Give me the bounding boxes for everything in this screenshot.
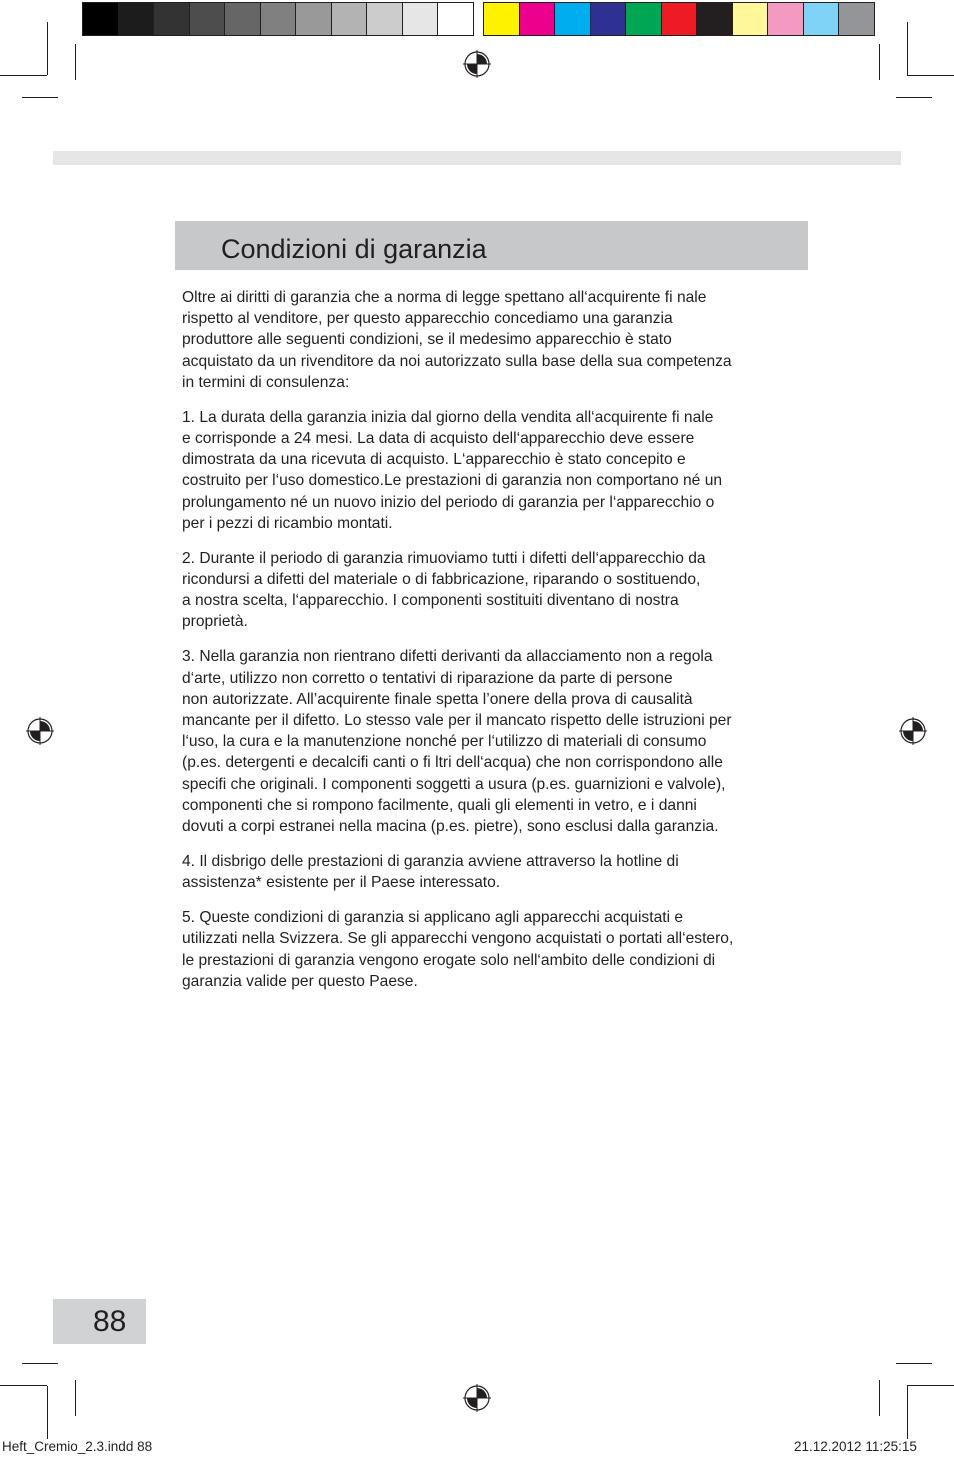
text-line: produttore alle seguenti condizioni, se il medesimo apparecchio è stato <box>182 331 672 349</box>
text-line: d‘arte, utilizzo non corretto o tentativi di riparazione da parte di persone <box>182 669 673 687</box>
text-line: Oltre ai diritti di garanzia che a norma di legge spettano all‘acquirente fi nale <box>182 289 707 306</box>
warranty-text <box>182 287 812 1006</box>
gray-swatch <box>118 2 155 36</box>
gray-swatch <box>189 2 226 36</box>
crop-mark <box>896 1363 932 1364</box>
gray-swatch <box>331 2 368 36</box>
crop-mark <box>907 75 954 76</box>
crop-mark <box>907 22 908 75</box>
crop-mark <box>0 1385 47 1386</box>
text-line: componenti che si rompono facilmente, quali gli elementi in vetro, e i danni <box>182 796 697 814</box>
gray-swatch <box>153 2 190 36</box>
registration-mark-icon <box>462 1383 492 1413</box>
text-line: per i pezzi di ricambio montati. <box>182 514 393 532</box>
text-line: costruito per l‘uso domestico.Le prestazioni di garanzia non comportano né un <box>182 472 723 490</box>
text-line: mancante per il difetto. Lo stesso vale per il mancato rispetto delle istruzioni per <box>182 712 732 730</box>
color-swatch <box>483 2 520 36</box>
registration-mark-icon <box>898 716 928 746</box>
text-line: 4. Il disbrigo delle prestazioni di garanzia avviene attraverso la hotline di <box>182 853 679 871</box>
crop-mark <box>75 1380 76 1416</box>
gray-swatch <box>224 2 261 36</box>
gray-swatch <box>437 2 474 36</box>
gray-swatch <box>366 2 403 36</box>
paragraph <box>182 287 812 393</box>
page-number: 88 <box>93 1305 127 1338</box>
text-line: dovuti a corpi estranei nella macina (p.es. pietre), sono esclusi dalla garanzia. <box>182 818 719 836</box>
color-swatch <box>696 2 733 36</box>
paragraph <box>182 907 812 992</box>
crop-mark <box>22 97 58 98</box>
crop-mark <box>47 22 48 75</box>
color-swatch <box>803 2 840 36</box>
crop-mark <box>907 1386 908 1439</box>
crop-mark <box>879 44 880 80</box>
text-line: rispetto al venditore, per questo apparecchio concediamo una garanzia <box>182 310 673 328</box>
registration-mark-icon <box>462 49 492 79</box>
text-line: l‘uso, la cura e la manutenzione nonché per l‘utilizzo di materiali di consumo <box>182 733 707 751</box>
text-line: assistenza* esistente per il Paese interessato. <box>182 874 501 892</box>
header-band <box>53 151 901 165</box>
crop-mark <box>896 97 932 98</box>
color-swatch <box>732 2 769 36</box>
crop-mark <box>879 1380 880 1416</box>
gray-swatch <box>82 2 119 36</box>
text-line: specifi che originali. I componenti soggetti a usura (p.es. guarnizioni e valvole), <box>182 775 726 793</box>
text-line: prolungamento né un nuovo inizio del periodo di garanzia per l‘apparecchio o <box>182 493 715 511</box>
color-swatch <box>590 2 627 36</box>
gray-swatch <box>402 2 439 36</box>
text-line: proprietà. <box>182 613 248 631</box>
text-line: 3. Nella garanzia non rientrano difetti derivanti da allacciamento non a regola <box>182 648 713 666</box>
color-swatch <box>519 2 556 36</box>
text-line: e corrisponde a 24 mesi. La data di acquisto dell‘apparecchio deve essere <box>182 430 695 448</box>
slug-date: 21.12.2012 11:25:15 <box>794 1439 917 1454</box>
crop-mark <box>75 44 76 80</box>
paragraph <box>182 407 812 534</box>
text-line: garanzia valide per questo Paese. <box>182 972 418 990</box>
color-swatch <box>661 2 698 36</box>
text-line: (p.es. detergenti e decalcifi canti o fi ltri dell‘acqua) che non corrispondono alle <box>182 754 723 772</box>
registration-mark-icon <box>25 716 55 746</box>
text-line: a nostra scelta, l‘apparecchio. I componenti sostituiti diventano di nostra <box>182 592 679 610</box>
color-swatch <box>554 2 591 36</box>
text-line: dimostrata da una ricevuta di acquisto. L‘apparecchio è stato concepito e <box>182 451 686 469</box>
text-line: 2. Durante il periodo di garanzia rimuoviamo tutti i difetti dell‘apparecchio da <box>182 549 706 567</box>
crop-mark <box>47 1386 48 1439</box>
text-line: 1. La durata della garanzia inizia dal giorno della vendita all‘acquirente fi nale <box>182 408 714 426</box>
crop-mark <box>0 75 47 76</box>
color-swatch <box>838 2 875 36</box>
text-line: non autorizzate. All’acquirente finale spetta l’onere della prova di causalità <box>182 690 693 708</box>
page-title: Condizioni di garanzia <box>221 234 487 264</box>
gray-swatch <box>260 2 297 36</box>
crop-mark <box>22 1363 58 1364</box>
gray-swatch <box>295 2 332 36</box>
text-line: 5. Queste condizioni di garanzia si applicano agli apparecchi acquistati e <box>182 909 684 927</box>
text-line: acquistato da un rivenditore da noi autorizzato sulla base della sua competenza <box>182 352 732 370</box>
slug-file: Heft_Cremio_2.3.indd 88 <box>2 1439 153 1454</box>
paragraph <box>182 548 812 633</box>
crop-mark <box>907 1385 954 1386</box>
text-line: le prestazioni di garanzia vengono erogate solo nell‘ambito delle condizioni di <box>182 951 716 969</box>
text-line: ricondursi a difetti del materiale o di fabbricazione, riparando o sostituendo, <box>182 571 701 589</box>
text-line: in termini di consulenza: <box>182 373 350 391</box>
color-swatch <box>625 2 662 36</box>
paragraph <box>182 851 812 893</box>
text-line: utilizzati nella Svizzera. Se gli apparecchi vengono acquistati o portati all‘estero, <box>182 930 734 948</box>
color-swatch <box>767 2 804 36</box>
paragraph <box>182 646 812 837</box>
